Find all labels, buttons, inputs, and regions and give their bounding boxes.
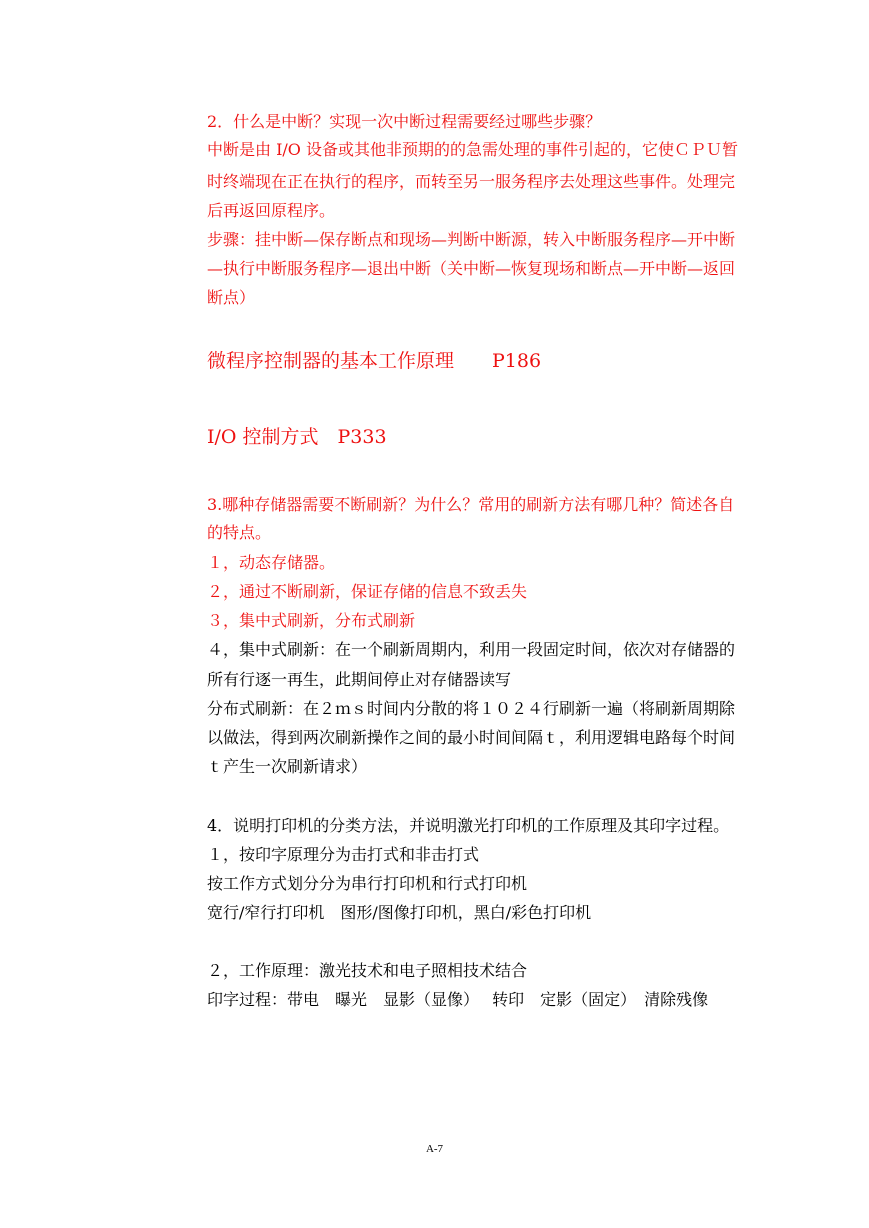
q2-steps-line-3: 断点） (207, 288, 256, 307)
page-number: A-7 (425, 1143, 444, 1155)
q4-principle-line-2: 印字过程：带电 曝光 显影（显像） 转印 定影（固定） 清除残像 (207, 990, 709, 1009)
q2-steps-line-1: 步骤：挂中断—保存断点和现场—判断中断源，转入中断服务程序—开中断 (207, 230, 736, 249)
q2-steps-line-2: —执行中断服务程序—退出中断（关中断—恢复现场和断点—开中断—返回 (207, 259, 736, 278)
q3-answer-1: １，动态存储器。 (207, 553, 336, 572)
q4-principle-line-1: ２，工作原理：激光技术和电子照相技术结合 (207, 961, 528, 980)
q4-classification-line-3: 宽行/窄行打印机 图形/图像打印机，黑白/彩色打印机 (207, 903, 592, 922)
q3-detail-line-2: 所有行逐一再生，此期间停止对存储器读写 (207, 670, 512, 689)
q3-detail-line-1: ４，集中式刷新：在一个刷新周期内，利用一段固定时间，依次对存储器的 (207, 640, 736, 659)
heading-microprogram: 微程序控制器的基本工作原理 P186 (207, 350, 542, 372)
q4-classification-line-1: １，按印字原理分为击打式和非击打式 (207, 845, 480, 864)
q2-answer-line-1: 中断是由 I/O 设备或其他非预期的的急需处理的事件引起的，它使ＣＰＵ暂 (207, 140, 739, 159)
q4-question: 4．说明打印机的分类方法，并说明激光打印机的工作原理及其印字过程。 (207, 816, 730, 835)
q3-question-line-2: 的特点。 (207, 523, 272, 542)
q3-detail-line-5: ｔ产生一次刷新请求） (207, 757, 368, 776)
q3-answer-3: ３，集中式刷新，分布式刷新 (207, 611, 416, 630)
q4-classification-line-2: 按工作方式划分分为串行打印机和行式打印机 (207, 874, 528, 893)
q2-question: 2．什么是中断？实现一次中断过程需要经过哪些步骤？ (207, 112, 602, 131)
q3-question-line-1: 3.哪种存储器需要不断刷新？为什么？常用的刷新方法有哪几种？简述各自 (207, 495, 735, 514)
q3-detail-line-4: 以做法，得到两次刷新操作之间的最小时间间隔ｔ，利用逻辑电路每个时间 (207, 728, 736, 747)
heading-io-control: I/O 控制方式 P333 (207, 426, 387, 448)
q3-answer-2: ２，通过不断刷新，保证存储的信息不致丢失 (207, 582, 528, 601)
q2-answer-line-3: 后再返回原程序。 (207, 201, 336, 220)
q3-detail-line-3: 分布式刷新：在２ｍｓ时间内分散的将１０２４行刷新一遍（将刷新周期除 (207, 699, 736, 718)
q2-answer-line-2: 时终端现在正在执行的程序，而转至另一服务程序去处理这些事件。处理完 (207, 172, 736, 191)
